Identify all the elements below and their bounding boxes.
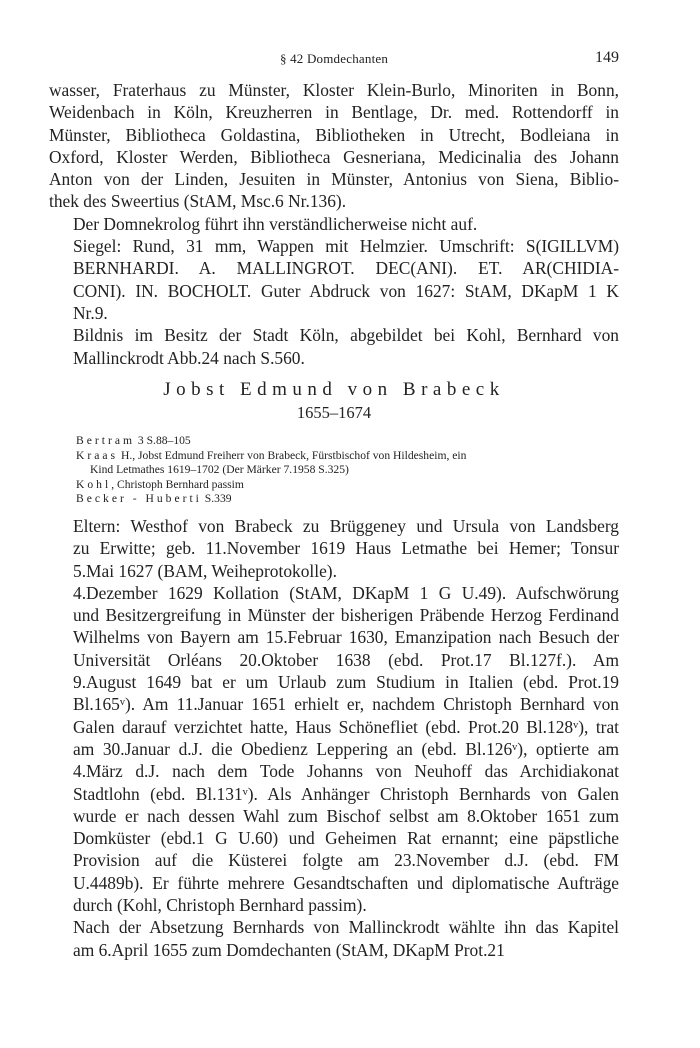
text-line: Domküster (ebd.1 G U.60) und Geheimen Rat ernannt; eine päpstliche [73,828,619,849]
text-line: CONI). IN. BOCHOLT. Guter Abdruck von 1627: StAM, DKapM 1 K [73,280,619,301]
text-line: wasser, Fraterhaus zu Münster, Kloster Klein-Burlo, Minoriten in Bonn, [49,80,619,100]
text-line: Siegel: Rund, 31 mm, Wappen mit Helmzier. Umschrift: S(IGILLVM) [73,236,619,257]
bibliography-entry [76,434,576,449]
text-line: Der Domnekrolog führt ihn verständlicherweise nicht auf. [73,213,478,234]
text-line: thek des Sweertius (StAM, Msc.6 Nr.136). [49,191,347,212]
running-title: § 42 Domdechanten [279,51,389,66]
text-line: Galen darauf verzichtet hatte, Haus Schönefliet (ebd. Prot.20 Bl.128ᵛ), trat [73,716,619,737]
text-line: und Besitzergreifung in Münster der bisherigen Präbende Herzog Ferdinand [73,605,619,626]
text-line: Stadtlohn (ebd. Bl.131ᵛ). Als Anhänger Christoph Bernhards von Galen [73,783,619,804]
text-line: 5.Mai 1627 (BAM, Weiheprotokolle). [73,560,337,581]
text-line: Eltern: Westhof von Brabeck zu Brüggeney und Ursula von Landsberg [73,516,619,536]
bibliography-text: , Christoph Bernhard passim [111,477,244,491]
text-line: Provision auf die Küsterei folgte am 23.November d.J. (ebd. FM [73,850,619,871]
bibliography-author: Becker - Huberti [76,492,202,505]
text-line: 4.Dezember 1629 Kollation (StAM, DKapM 1 G U.49). Aufschwörung [73,582,619,603]
text-line: Weidenbach in Köln, Kreuzherren in Bentlage, Dr. med. Rottendorff in [49,102,619,123]
text-line: wurde er nach dessen Wahl zum Bischof selbst am 8.Oktober 1651 zum [73,805,619,826]
text-line: am 30.Januar d.J. die Obedienz Leppering an (ebd. Bl.126ᵛ), optierte am [73,738,619,759]
text-line: Universität Orléans 20.Oktober 1638 (ebd. Prot.17 Bl.127f.). Am [73,649,619,670]
paragraph-sources-continued [49,79,619,213]
page-number: 149 [595,49,619,66]
text-block-bottom [49,515,619,961]
bibliography-entry [76,492,576,507]
bibliography-text: 3 S.88–105 [135,434,191,447]
text-line: 4.März d.J. nach dem Tode Johanns von Neuhoff das Archidiakonat [73,761,619,782]
text-line: am 6.April 1655 zum Domdechanten (StAM, DKapM Prot.21 [73,939,505,960]
paragraph-portrait [49,324,619,369]
bibliography-entry [76,449,576,478]
text-line: durch (Kohl, Christoph Bernhard passim). [73,895,367,916]
bibliography-list [76,434,576,507]
bibliography-author: Kraas [76,448,119,462]
bibliography-text: H., Jobst Edmund Freiherr von Brabeck, Fürstbischof von Hildesheim, ein [118,448,467,462]
text-line: Anton von der Linden, Jesuiten in Münster, Antonius von Siena, Biblio- [49,169,619,190]
text-line: 9.August 1649 bat er um Urlaub zum Studium in Italien (ebd. Prot.19 [73,672,619,693]
text-line: U.4489b). Er führte mehrere Gesandtschaften und diplomatische Aufträge [73,872,619,893]
text-line: Mallinckrodt Abb.24 nach S.560. [73,347,305,368]
text-line: Oxford, Kloster Werden, Bibliotheca Gesneriana, Medicinalia des Johann [49,146,619,167]
text-line: Nr.9. [73,302,108,323]
section-heading-name: Jobst Edmund von Brabeck [163,379,505,400]
text-block-top [49,79,619,369]
bibliography-entry [76,478,576,493]
text-line: zu Erwitte; geb. 11.November 1619 Haus Letmathe bei Hemer; Tonsur [73,538,619,559]
text-line: BERNHARDI. A. MALLINGROT. DEC(ANI). ET. AR(CHIDIA- [73,258,619,279]
bibliography-author: Kohl [76,477,112,491]
bibliography-continuation: Kind Letmathes 1619–1702 (Der Märker 7.1958 S.325) [90,463,349,476]
page-header [49,49,619,69]
text-line: Nach der Absetzung Bernhards von Mallinckrodt wählte ihn das Kapitel [73,917,619,938]
paragraph-parents [49,515,619,582]
bibliography-author: Bertram [76,434,135,447]
paragraph-election [49,916,619,961]
text-line: Wilhelms von Bayern am 15.Februar 1630, Emanzipation nach Besuch der [73,627,619,648]
paragraph-seal [49,235,619,324]
paragraph-career [49,582,619,916]
section-heading-years: 1655–1674 [296,403,372,422]
text-line: Münster, Bibliotheca Goldastina, Bibliotheken in Utrecht, Bodleiana in [49,124,619,145]
text-line: Bl.165ᵛ). Am 11.Januar 1651 erhielt er, nachdem Christoph Bernhard von [73,694,619,715]
bibliography-text: S.339 [201,492,232,505]
paragraph-necrology [49,213,619,235]
text-line: Bildnis im Besitz der Stadt Köln, abgebildet bei Kohl, Bernhard von [73,325,619,346]
